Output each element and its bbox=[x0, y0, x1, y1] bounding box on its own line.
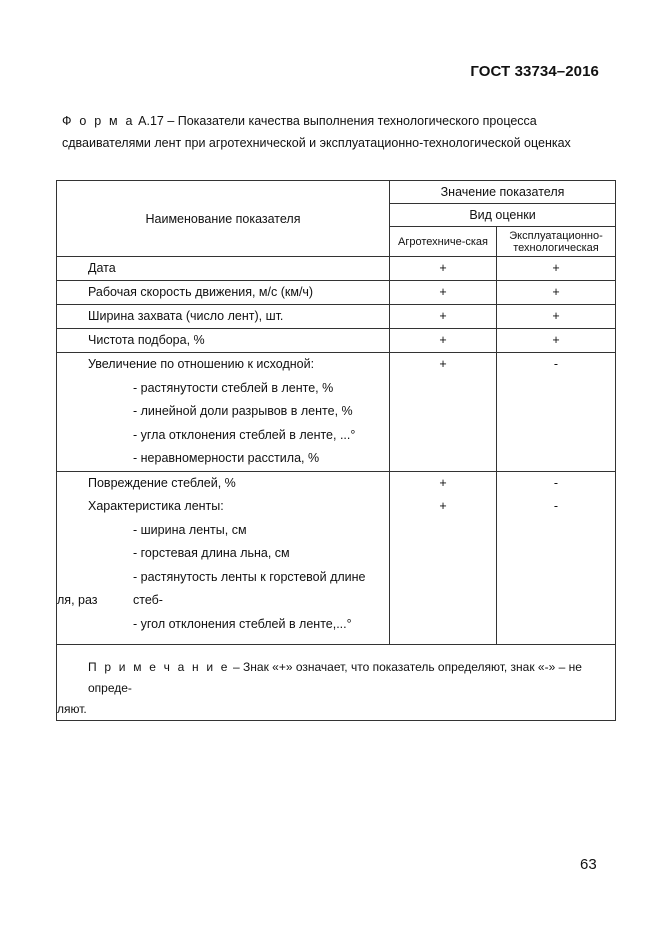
header-agrotechnical: Агротехниче-ская bbox=[390, 227, 497, 257]
row-name: Чистота подбора, % bbox=[57, 329, 390, 353]
row-agro-mark: + bbox=[390, 281, 497, 305]
group-item: - неравномерности расстила, % bbox=[133, 451, 320, 465]
table-row-group-increase bbox=[57, 353, 616, 472]
group-item: - линейной доли разрывов в ленте, % bbox=[133, 404, 353, 418]
group-item: - горстевая длина льна, см bbox=[133, 546, 290, 560]
group-expl-cell bbox=[497, 353, 616, 472]
table-row-group-damage bbox=[57, 471, 616, 645]
group-item: - угла отклонения стеблей в ленте, ...° bbox=[133, 427, 356, 442]
group-item: - угол отклонения стеблей в ленте,...° bbox=[133, 616, 352, 631]
indicator-table bbox=[56, 180, 616, 721]
row-expl-mark: + bbox=[497, 305, 616, 329]
row-agro-mark: + bbox=[390, 257, 497, 281]
group-name-cell bbox=[57, 471, 390, 645]
group-item: - растянутость ленты к горстевой длине стеб- bbox=[133, 569, 366, 607]
table-note-row bbox=[57, 645, 616, 721]
group-item-continued: ля, раз bbox=[57, 593, 98, 607]
group-name-cell bbox=[57, 353, 390, 472]
group-expl-cell bbox=[497, 471, 616, 645]
group-title: Увеличение по отношению к исходной: bbox=[88, 357, 315, 371]
page-number: 63 bbox=[580, 856, 597, 873]
note-lead: П р и м е ч а н и е bbox=[88, 660, 230, 674]
group-title: Повреждение стеблей, % bbox=[88, 475, 236, 490]
group-agro-mark: + bbox=[439, 499, 447, 513]
table-note bbox=[57, 645, 616, 721]
row-expl-mark: + bbox=[497, 257, 616, 281]
group-item: - ширина ленты, см bbox=[133, 522, 247, 537]
group-agro-mark: + bbox=[439, 475, 447, 490]
group-expl-mark: - bbox=[553, 475, 559, 490]
row-agro-mark: + bbox=[390, 305, 497, 329]
group-agro-cell bbox=[390, 471, 497, 645]
note-continuation: ляют. bbox=[57, 702, 87, 716]
row-agro-mark: + bbox=[390, 329, 497, 353]
group-agro-mark: + bbox=[439, 357, 447, 371]
table-row bbox=[57, 281, 616, 305]
row-name: Дата bbox=[57, 257, 390, 281]
row-name: Рабочая скорость движения, м/с (км/ч) bbox=[57, 281, 390, 305]
form-caption bbox=[62, 110, 582, 154]
header-value: Значение показателя bbox=[390, 181, 616, 204]
group-expl-mark: - bbox=[553, 499, 559, 513]
group-agro-cell bbox=[390, 353, 497, 472]
table-row bbox=[57, 329, 616, 353]
header-operational: Эксплуатационно-технологическая bbox=[497, 227, 616, 257]
table-row bbox=[57, 305, 616, 329]
table-row bbox=[57, 257, 616, 281]
caption-lead: Ф о р м а bbox=[62, 114, 135, 128]
row-expl-mark: + bbox=[497, 329, 616, 353]
standard-number: ГОСТ 33734–2016 bbox=[470, 63, 599, 80]
row-expl-mark: + bbox=[497, 281, 616, 305]
header-indicator-name: Наименование показателя bbox=[57, 181, 390, 257]
group-expl-mark: - bbox=[553, 357, 559, 371]
group-item: - растянутости стеблей в ленте, % bbox=[133, 380, 334, 395]
header-assessment-kind: Вид оценки bbox=[390, 204, 616, 227]
note-text: – Знак «+» означает, что показатель определяют, знак «-» – не опреде- bbox=[88, 660, 582, 695]
group-title: Характеристика ленты: bbox=[88, 499, 224, 513]
row-name: Ширина захвата (число лент), шт. bbox=[57, 305, 390, 329]
caption-text: А.17 – Показатели качества выполнения технологического процесса сдваивателями лент при агротехнической и эксплуатационно-технологической оценках bbox=[62, 114, 571, 150]
